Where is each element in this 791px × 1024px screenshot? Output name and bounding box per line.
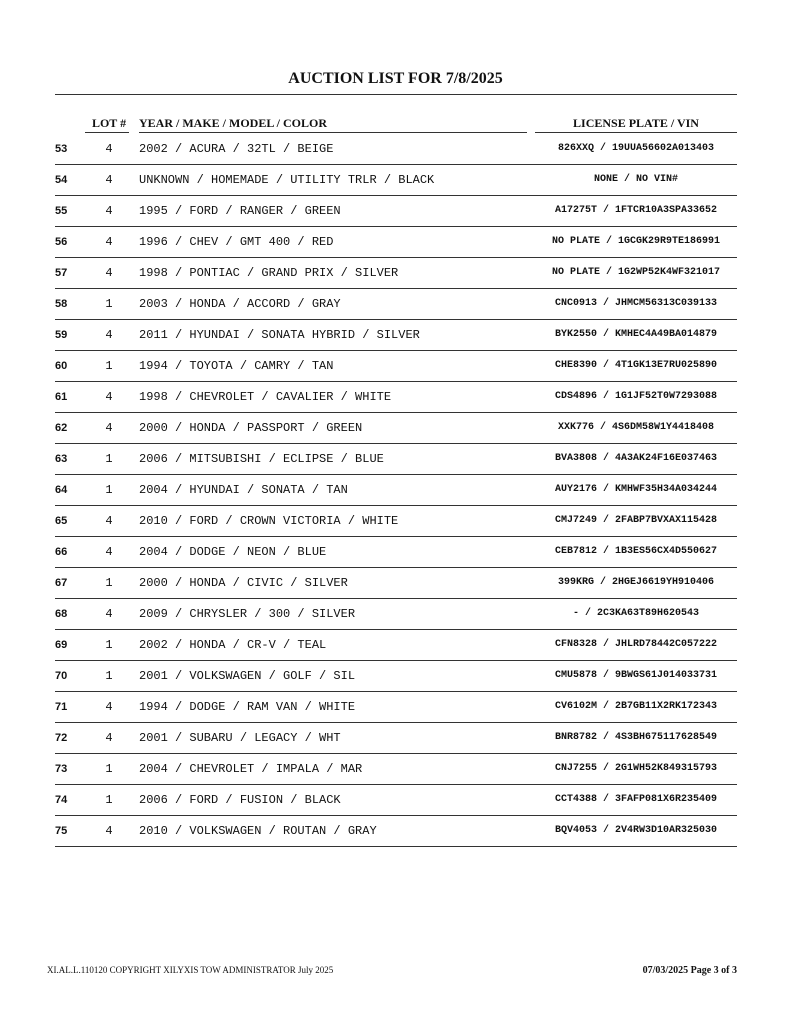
lot-number: 1 [105,483,113,497]
footer-copyright: XI.AL.L.110120 COPYRIGHT XILYXIS TOW ADMINISTRATOR July 2025 [47,965,334,975]
plate-vin: BNR8782 / 4S3BH675117628549 [554,732,718,743]
vehicle-description: 2006 / FORD / FUSION / BLACK [139,793,341,807]
lot-number: 1 [105,576,113,590]
lot-number: 1 [105,452,113,466]
row-number: 54 [55,174,68,186]
page-title: AUCTION LIST FOR 7/8/2025 [288,70,503,87]
plate-vin: CMJ7249 / 2FABP7BVXAX115428 [554,515,718,526]
plate-vin: A17275T / 1FTCR10A3SPA33652 [554,205,718,216]
table-row [55,537,737,568]
header-underline-plate-vin [535,132,737,133]
table-row [55,506,737,537]
column-header-lot: LOT # [91,116,127,130]
plate-vin: BQV4053 / 2V4RW3D10AR325030 [554,825,718,836]
lot-number: 4 [105,390,113,404]
lot-number: 4 [105,235,113,249]
plate-vin: CV6102M / 2B7GB11X2RK172343 [554,701,718,712]
table-row [55,475,737,506]
row-number: 68 [55,608,68,620]
vehicle-description: 1994 / TOYOTA / CAMRY / TAN [139,359,334,373]
table-row [55,568,737,599]
vehicle-description: 2000 / HONDA / PASSPORT / GREEN [139,421,363,435]
lot-number: 4 [105,173,113,187]
vehicle-description: 2004 / DODGE / NEON / BLUE [139,545,327,559]
plate-vin: 399KRG / 2HGEJ6619YH910406 [557,577,715,588]
vehicle-description: 2004 / CHEVROLET / IMPALA / MAR [139,762,363,776]
lot-number: 1 [105,297,113,311]
table-row [55,816,737,847]
vehicle-description: 2001 / SUBARU / LEGACY / WHT [139,731,341,745]
plate-vin: CFN8328 / JHLRD78442C057222 [554,639,718,650]
vehicle-description: UNKNOWN / HOMEMADE / UTILITY TRLR / BLACK [139,173,435,187]
plate-vin: CCT4388 / 3FAFP081X6R235409 [554,794,718,805]
vehicle-description: 2006 / MITSUBISHI / ECLIPSE / BLUE [139,452,384,466]
row-number: 74 [55,794,68,806]
table-row [55,289,737,320]
column-header-description: YEAR / MAKE / MODEL / COLOR [139,116,328,130]
header-underline-lot [85,132,129,133]
vehicle-description: 2004 / HYUNDAI / SONATA / TAN [139,483,348,497]
table-row [55,692,737,723]
table-row [55,630,737,661]
table-row [55,754,737,785]
header-underline-description [139,132,527,133]
table-row [55,413,737,444]
vehicle-description: 1998 / PONTIAC / GRAND PRIX / SILVER [139,266,399,280]
row-number: 63 [55,453,68,465]
row-number: 53 [55,143,68,155]
lot-number: 1 [105,762,113,776]
row-number: 65 [55,515,68,527]
plate-vin: CEB7812 / 1B3ES56CX4D550627 [554,546,718,557]
vehicle-description: 2003 / HONDA / ACCORD / GRAY [139,297,341,311]
table-row [55,196,737,227]
vehicle-description: 2001 / VOLKSWAGEN / GOLF / SIL [139,669,356,683]
row-number: 61 [55,391,68,403]
table-row [55,258,737,289]
table-row [55,165,737,196]
row-number: 55 [55,205,68,217]
plate-vin: BVA3808 / 4A3AK24F16E037463 [554,453,718,464]
row-number: 62 [55,422,68,434]
plate-vin: CNC0913 / JHMCM56313C039133 [554,298,718,309]
row-number: 66 [55,546,68,558]
lot-number: 1 [105,638,113,652]
table-row [55,227,737,258]
table-row [55,723,737,754]
table-row [55,382,737,413]
lot-number: 4 [105,204,113,218]
row-number: 67 [55,577,68,589]
auction-table [55,134,737,847]
plate-vin: CNJ7255 / 2G1WH52K849315793 [554,763,718,774]
row-number: 57 [55,267,68,279]
row-number: 58 [55,298,68,310]
row-number: 60 [55,360,68,372]
plate-vin: AUY2176 / KMHWF35H34A034244 [554,484,718,495]
vehicle-description: 2002 / ACURA / 32TL / BEIGE [139,142,334,156]
row-number: 72 [55,732,68,744]
lot-number: 4 [105,824,113,838]
vehicle-description: 2002 / HONDA / CR-V / TEAL [139,638,327,652]
plate-vin: 826XXQ / 19UUA56602A013403 [557,143,715,154]
table-row [55,599,737,630]
plate-vin: CHE8390 / 4T1GK13E7RU025890 [554,360,718,371]
lot-number: 4 [105,607,113,621]
column-header-plate-vin: LICENSE PLATE / VIN [573,116,699,130]
plate-vin: - / 2C3KA63T89H620543 [572,608,700,619]
row-number: 71 [55,701,68,713]
lot-number: 1 [105,793,113,807]
plate-vin: XXK776 / 4S6DM58W1Y4418408 [557,422,715,433]
table-row [55,785,737,816]
lot-number: 1 [105,669,113,683]
vehicle-description: 2011 / HYUNDAI / SONATA HYBRID / SILVER [139,328,420,342]
plate-vin: NONE / NO VIN# [593,174,678,185]
row-number: 59 [55,329,68,341]
lot-number: 4 [105,700,113,714]
lot-number: 4 [105,545,113,559]
table-row [55,661,737,692]
vehicle-description: 1995 / FORD / RANGER / GREEN [139,204,341,218]
lot-number: 4 [105,142,113,156]
plate-vin: CDS4896 / 1G1JF52T0W7293088 [554,391,718,402]
vehicle-description: 2009 / CHRYSLER / 300 / SILVER [139,607,356,621]
table-row [55,134,737,165]
row-number: 69 [55,639,68,651]
plate-vin: BYK2550 / KMHEC4A49BA014879 [554,329,718,340]
plate-vin: CMU5878 / 9BWGS61J014033731 [554,670,718,681]
row-number: 70 [55,670,68,682]
lot-number: 4 [105,421,113,435]
vehicle-description: 1996 / CHEV / GMT 400 / RED [139,235,334,249]
title-divider [55,94,737,95]
lot-number: 4 [105,731,113,745]
row-number: 75 [55,825,68,837]
vehicle-description: 2010 / VOLKSWAGEN / ROUTAN / GRAY [139,824,377,838]
vehicle-description: 2000 / HONDA / CIVIC / SILVER [139,576,348,590]
footer-date-page: 07/03/2025 Page 3 of 3 [642,965,737,976]
lot-number: 4 [105,266,113,280]
plate-vin: NO PLATE / 1GCGK29R9TE186991 [551,236,721,247]
lot-number: 4 [105,328,113,342]
vehicle-description: 1998 / CHEVROLET / CAVALIER / WHITE [139,390,392,404]
row-number: 73 [55,763,68,775]
table-row [55,444,737,475]
vehicle-description: 2010 / FORD / CROWN VICTORIA / WHITE [139,514,399,528]
plate-vin: NO PLATE / 1G2WP52K4WF321017 [551,267,721,278]
table-row [55,320,737,351]
table-row [55,351,737,382]
lot-number: 4 [105,514,113,528]
vehicle-description: 1994 / DODGE / RAM VAN / WHITE [139,700,356,714]
row-number: 56 [55,236,68,248]
row-number: 64 [55,484,68,496]
lot-number: 1 [105,359,113,373]
